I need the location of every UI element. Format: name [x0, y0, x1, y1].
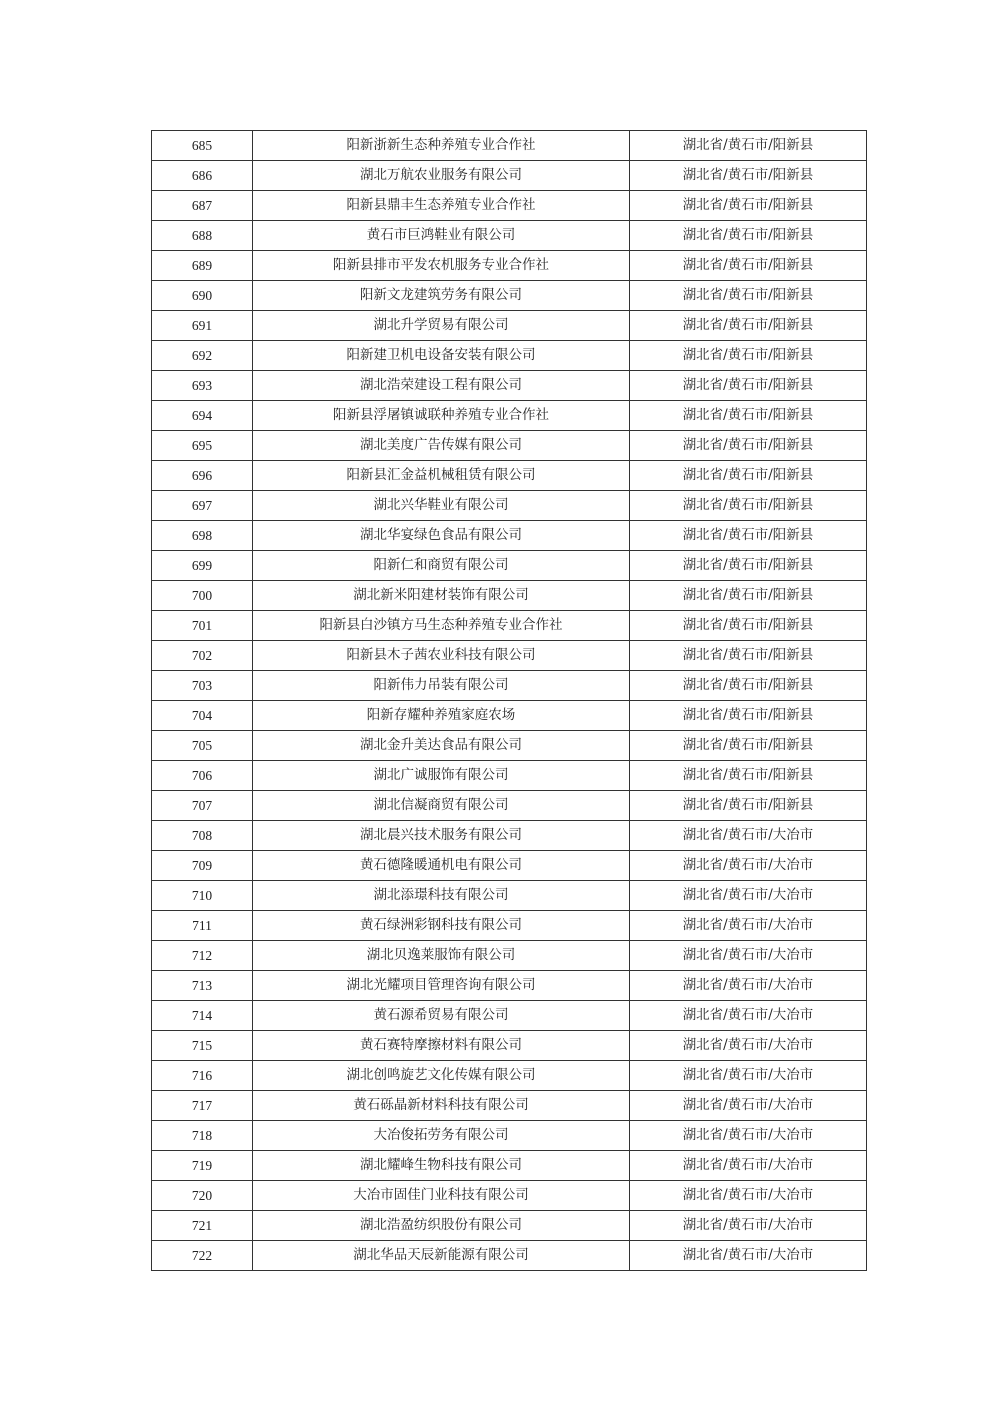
region-cell: 湖北省/黄石市/大冶市 — [630, 851, 867, 881]
region-cell: 湖北省/黄石市/阳新县 — [630, 431, 867, 461]
region-cell: 湖北省/黄石市/阳新县 — [630, 191, 867, 221]
row-number-cell: 690 — [152, 281, 253, 311]
table-row — [152, 1121, 867, 1151]
region-cell: 湖北省/黄石市/大冶市 — [630, 1151, 867, 1181]
company-name-cell: 阳新仁和商贸有限公司 — [253, 551, 630, 581]
row-number-cell: 717 — [152, 1091, 253, 1121]
table-row — [152, 1031, 867, 1061]
region-cell: 湖北省/黄石市/阳新县 — [630, 491, 867, 521]
row-number-cell: 686 — [152, 161, 253, 191]
company-name-cell: 阳新县排市平发农机服务专业合作社 — [253, 251, 630, 281]
region-cell: 湖北省/黄石市/阳新县 — [630, 221, 867, 251]
table-row — [152, 941, 867, 971]
company-name-cell: 湖北晨兴技术服务有限公司 — [253, 821, 630, 851]
region-cell: 湖北省/黄石市/阳新县 — [630, 521, 867, 551]
row-number-cell: 721 — [152, 1211, 253, 1241]
region-cell: 湖北省/黄石市/阳新县 — [630, 281, 867, 311]
table-row — [152, 851, 867, 881]
region-cell: 湖北省/黄石市/大冶市 — [630, 941, 867, 971]
company-name-cell: 阳新浙新生态种养殖专业合作社 — [253, 131, 630, 161]
table-row — [152, 1001, 867, 1031]
row-number-cell: 720 — [152, 1181, 253, 1211]
region-cell: 湖北省/黄石市/阳新县 — [630, 131, 867, 161]
company-name-cell: 湖北金升美达食品有限公司 — [253, 731, 630, 761]
row-number-cell: 704 — [152, 701, 253, 731]
table-row — [152, 821, 867, 851]
row-number-cell: 688 — [152, 221, 253, 251]
table-row — [152, 161, 867, 191]
row-number-cell: 712 — [152, 941, 253, 971]
region-cell: 湖北省/黄石市/阳新县 — [630, 791, 867, 821]
table-row — [152, 1091, 867, 1121]
region-cell: 湖北省/黄石市/阳新县 — [630, 551, 867, 581]
company-name-cell: 黄石源希贸易有限公司 — [253, 1001, 630, 1031]
region-cell: 湖北省/黄石市/阳新县 — [630, 341, 867, 371]
row-number-cell: 706 — [152, 761, 253, 791]
region-cell: 湖北省/黄石市/大冶市 — [630, 1241, 867, 1271]
region-cell: 湖北省/黄石市/大冶市 — [630, 911, 867, 941]
company-name-cell: 湖北兴华鞋业有限公司 — [253, 491, 630, 521]
company-name-cell: 阳新伟力吊装有限公司 — [253, 671, 630, 701]
row-number-cell: 708 — [152, 821, 253, 851]
region-cell: 湖北省/黄石市/阳新县 — [630, 311, 867, 341]
region-cell: 湖北省/黄石市/阳新县 — [630, 461, 867, 491]
table-row — [152, 1061, 867, 1091]
table-row — [152, 221, 867, 251]
table-row — [152, 671, 867, 701]
region-cell: 湖北省/黄石市/阳新县 — [630, 671, 867, 701]
company-name-cell: 湖北添璟科技有限公司 — [253, 881, 630, 911]
row-number-cell: 701 — [152, 611, 253, 641]
region-cell: 湖北省/黄石市/阳新县 — [630, 761, 867, 791]
company-name-cell: 黄石砾晶新材料科技有限公司 — [253, 1091, 630, 1121]
table-row — [152, 371, 867, 401]
table-row — [152, 971, 867, 1001]
region-cell: 湖北省/黄石市/阳新县 — [630, 731, 867, 761]
region-cell: 湖北省/黄石市/大冶市 — [630, 1061, 867, 1091]
row-number-cell: 685 — [152, 131, 253, 161]
row-number-cell: 716 — [152, 1061, 253, 1091]
company-name-cell: 阳新文龙建筑劳务有限公司 — [253, 281, 630, 311]
table-row — [152, 911, 867, 941]
table-row — [152, 701, 867, 731]
table-row — [152, 251, 867, 281]
table-row — [152, 431, 867, 461]
row-number-cell: 699 — [152, 551, 253, 581]
table-row — [152, 401, 867, 431]
table-row — [152, 131, 867, 161]
table-body — [152, 131, 867, 1271]
region-cell: 湖北省/黄石市/大冶市 — [630, 1091, 867, 1121]
company-name-cell: 湖北信凝商贸有限公司 — [253, 791, 630, 821]
region-cell: 湖北省/黄石市/阳新县 — [630, 611, 867, 641]
row-number-cell: 693 — [152, 371, 253, 401]
company-name-cell: 阳新建卫机电设备安装有限公司 — [253, 341, 630, 371]
row-number-cell: 697 — [152, 491, 253, 521]
table-row — [152, 461, 867, 491]
region-cell: 湖北省/黄石市/阳新县 — [630, 581, 867, 611]
row-number-cell: 711 — [152, 911, 253, 941]
company-name-cell: 湖北贝逸莱服饰有限公司 — [253, 941, 630, 971]
row-number-cell: 691 — [152, 311, 253, 341]
region-cell: 湖北省/黄石市/阳新县 — [630, 641, 867, 671]
company-name-cell: 阳新县鼎丰生态养殖专业合作社 — [253, 191, 630, 221]
company-name-cell: 湖北浩荣建设工程有限公司 — [253, 371, 630, 401]
row-number-cell: 715 — [152, 1031, 253, 1061]
table-row — [152, 521, 867, 551]
region-cell: 湖北省/黄石市/阳新县 — [630, 371, 867, 401]
row-number-cell: 687 — [152, 191, 253, 221]
company-name-cell: 湖北广诚服饰有限公司 — [253, 761, 630, 791]
table-row — [152, 791, 867, 821]
region-cell: 湖北省/黄石市/大冶市 — [630, 1031, 867, 1061]
row-number-cell: 695 — [152, 431, 253, 461]
row-number-cell: 698 — [152, 521, 253, 551]
region-cell: 湖北省/黄石市/大冶市 — [630, 971, 867, 1001]
table-row — [152, 641, 867, 671]
region-cell: 湖北省/黄石市/大冶市 — [630, 821, 867, 851]
row-number-cell: 705 — [152, 731, 253, 761]
company-name-cell: 湖北光耀项目管理咨询有限公司 — [253, 971, 630, 1001]
row-number-cell: 700 — [152, 581, 253, 611]
row-number-cell: 722 — [152, 1241, 253, 1271]
table-row — [152, 881, 867, 911]
row-number-cell: 689 — [152, 251, 253, 281]
company-name-cell: 黄石市巨鸿鞋业有限公司 — [253, 221, 630, 251]
table-row — [152, 581, 867, 611]
table-row — [152, 1151, 867, 1181]
company-name-cell: 阳新县木子茜农业科技有限公司 — [253, 641, 630, 671]
row-number-cell: 713 — [152, 971, 253, 1001]
company-name-cell: 湖北华宴绿色食品有限公司 — [253, 521, 630, 551]
region-cell: 湖北省/黄石市/大冶市 — [630, 1211, 867, 1241]
company-name-cell: 大冶市固佳门业科技有限公司 — [253, 1181, 630, 1211]
region-cell: 湖北省/黄石市/阳新县 — [630, 161, 867, 191]
table-row — [152, 311, 867, 341]
region-cell: 湖北省/黄石市/大冶市 — [630, 1001, 867, 1031]
table-row — [152, 761, 867, 791]
company-name-cell: 湖北华品天辰新能源有限公司 — [253, 1241, 630, 1271]
company-name-cell: 黄石绿洲彩钢科技有限公司 — [253, 911, 630, 941]
company-name-cell: 黄石赛特摩擦材料有限公司 — [253, 1031, 630, 1061]
row-number-cell: 694 — [152, 401, 253, 431]
table-row — [152, 551, 867, 581]
region-cell: 湖北省/黄石市/大冶市 — [630, 881, 867, 911]
company-name-cell: 阳新县汇金益机械租赁有限公司 — [253, 461, 630, 491]
company-list-table — [151, 130, 867, 1271]
region-cell: 湖北省/黄石市/阳新县 — [630, 251, 867, 281]
table-row — [152, 281, 867, 311]
region-cell: 湖北省/黄石市/大冶市 — [630, 1121, 867, 1151]
table-row — [152, 1181, 867, 1211]
company-name-cell: 阳新县浮屠镇诚联种养殖专业合作社 — [253, 401, 630, 431]
company-name-cell: 湖北升学贸易有限公司 — [253, 311, 630, 341]
company-name-cell: 湖北耀峰生物科技有限公司 — [253, 1151, 630, 1181]
company-name-cell: 湖北新米阳建材装饰有限公司 — [253, 581, 630, 611]
company-name-cell: 湖北美度广告传媒有限公司 — [253, 431, 630, 461]
table-row — [152, 611, 867, 641]
row-number-cell: 702 — [152, 641, 253, 671]
table-row — [152, 731, 867, 761]
company-name-cell: 湖北浩盈纺织股份有限公司 — [253, 1211, 630, 1241]
row-number-cell: 709 — [152, 851, 253, 881]
table-row — [152, 1241, 867, 1271]
row-number-cell: 714 — [152, 1001, 253, 1031]
row-number-cell: 707 — [152, 791, 253, 821]
row-number-cell: 703 — [152, 671, 253, 701]
table-row — [152, 341, 867, 371]
company-name-cell: 阳新县白沙镇方马生态种养殖专业合作社 — [253, 611, 630, 641]
table-row — [152, 1211, 867, 1241]
row-number-cell: 718 — [152, 1121, 253, 1151]
row-number-cell: 692 — [152, 341, 253, 371]
table-row — [152, 191, 867, 221]
company-name-cell: 湖北万航农业服务有限公司 — [253, 161, 630, 191]
company-name-cell: 湖北创鸣旋艺文化传媒有限公司 — [253, 1061, 630, 1091]
region-cell: 湖北省/黄石市/大冶市 — [630, 1181, 867, 1211]
row-number-cell: 719 — [152, 1151, 253, 1181]
company-name-cell: 大冶俊拓劳务有限公司 — [253, 1121, 630, 1151]
row-number-cell: 710 — [152, 881, 253, 911]
table-row — [152, 491, 867, 521]
region-cell: 湖北省/黄石市/阳新县 — [630, 701, 867, 731]
company-name-cell: 黄石德隆暖通机电有限公司 — [253, 851, 630, 881]
company-name-cell: 阳新存耀种养殖家庭农场 — [253, 701, 630, 731]
region-cell: 湖北省/黄石市/阳新县 — [630, 401, 867, 431]
row-number-cell: 696 — [152, 461, 253, 491]
